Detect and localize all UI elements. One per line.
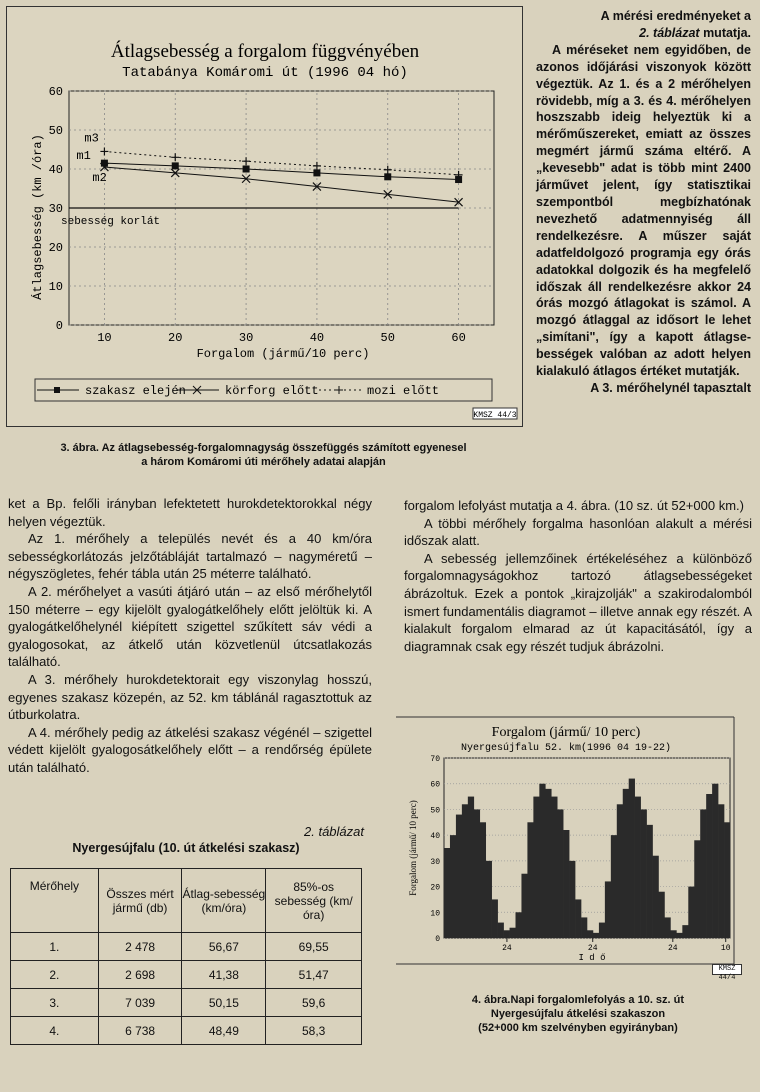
series-line [104,167,458,202]
legend-label: szakasz elején [85,384,186,398]
traffic-flow-chart [396,716,742,970]
data-point [384,173,391,180]
traffic-bar [676,933,682,938]
table-cell: 59,6 [266,989,362,1017]
paragraph: forgalom lefolyást mutatja a 4. ábra. (10 sz. út 52+000 km.) [404,498,744,513]
legend-label: körforg előtt [225,384,319,398]
traffic-bar [569,861,575,938]
table-row [11,989,362,1017]
traffic-bar [462,804,468,938]
x-tick-label: 10 [720,944,731,953]
traffic-bar [605,881,611,938]
caption-line: 3. ábra. Az átlagsebesség-forgalomnagyság összefüggés számított egyenesel [60,442,467,454]
traffic-bar [694,840,700,938]
traffic-bar [682,925,688,938]
figure-stamp: KMSZ 44/4 [712,964,742,975]
traffic-bar [706,794,712,938]
traffic-bar [623,789,629,938]
traffic-bar [641,809,647,938]
traffic-bar [629,779,635,938]
traffic-bar [593,933,599,938]
header-cell: Átlag-sebesség (km/óra) [182,869,266,933]
y-axis-label: Forgalom (jármű/ 10 perc) [408,800,418,896]
y-tick-label: 0 [55,319,63,333]
table-cell: 56,67 [182,933,266,961]
data-point [100,147,108,155]
y-tick-label: 50 [430,806,440,816]
series-label: m3 [84,131,99,146]
paragraph: A mérési eredményeket a 2. táblázat mutatja. [600,9,751,40]
traffic-bar [575,899,581,938]
y-tick-label: 50 [48,124,63,138]
y-tick-label: 30 [48,202,63,216]
table-row [11,1017,362,1045]
caption-line: 4. ábra.Napi forgalomlefolyás a 10. sz. út [471,994,685,1006]
table-cell: 7 039 [98,989,182,1017]
traffic-bar [581,917,587,938]
traffic-bar [587,930,593,938]
chart-subtitle: Tatabánya Komáromi út (1996 04 hó) [122,65,408,81]
paragraph: ket a Bp. felőli irányban lefektetett hurokdetektorokkal négy helyen végeztük. [8,496,372,529]
paragraph: A méréseket nem egyidőben, de azonos időjárási viszonyok között végeztük. Az 1. és a 2 mérőhelyen rövidebb, míg a 3. és 4. mérőhelyen hoszszabb ideig helyeztük ki a mérőműszereket, emiatt az összes megmért jármű száma eltérő. A „kevesebb" adat is több mint 2400 járművet jelent, így statisztikai szempontból megbízhatónak nevezhető adatmennyiség áll rendelkezésre. A műszer saját adatfeldolgozó programja egy órás adatokkal dolgozik és ha megfelelő időszak áll rendelkezésre akkor 24 órás mozgó átlagokat is számol. A mozgó átlaggal az idősort le lehet „simítani", így a kapott átlagsebességek valóban az adott helyen kialakuló átlagos értéket mutatják. [536,42,751,379]
traffic-bar [545,789,551,938]
traffic-bar [474,809,480,938]
table-2 [10,868,362,1045]
data-point [242,157,250,165]
table-cell: 48,49 [182,1017,266,1045]
traffic-bar [444,848,450,938]
x-axis-label: Forgalom (jármű/10 perc) [196,347,370,361]
y-tick-label: 10 [430,909,440,919]
figure-stamp: KMSZ 44/3 [473,411,517,420]
y-tick-label: 40 [430,832,440,842]
traffic-bar [563,830,569,938]
data-point [171,153,179,161]
traffic-bar [611,835,617,938]
y-tick-label: 10 [48,280,63,294]
table-cell: 3. [11,989,99,1017]
x-tick-label: 60 [451,331,466,345]
traffic-bar [551,797,557,938]
table-cell: 51,47 [266,961,362,989]
traffic-bar [617,804,623,938]
traffic-bar [712,784,718,938]
traffic-bar [492,899,498,938]
traffic-bar [724,822,730,938]
traffic-bar [480,822,486,938]
traffic-bar [498,923,504,938]
y-tick-label: 40 [48,163,63,177]
paragraph: A 4. mérőhely pedig az átkelési szakasz végénél – szigettel védett kijelölt gyalogosátkelőhely előtt – a rendőrség épülete után található. [8,724,372,775]
y-tick-label: 60 [48,85,63,99]
traffic-bar [521,874,527,938]
x-tick-label: 24 [587,944,598,953]
x-tick-label: 30 [238,331,254,345]
header-cell: Összes mért jármű (db) [98,869,182,933]
data-point [384,166,392,174]
data-point [313,169,320,176]
x-tick-label: 50 [380,331,395,345]
traffic-bar [664,917,670,938]
traffic-bar [599,923,605,938]
traffic-bar [510,928,516,938]
x-tick-label: 40 [309,331,325,345]
traffic-bar [700,809,706,938]
traffic-bar [456,815,462,938]
table-cell: 2 478 [98,933,182,961]
speed-limit-label: sebesség korlát [61,216,161,228]
table-header-row [11,869,362,933]
traffic-bar [688,887,694,938]
right-column-text [536,8,751,397]
traffic-bar [718,804,724,938]
series-label: m2 [92,171,107,186]
table-cell: 69,55 [266,933,362,961]
legend-marker [54,387,60,393]
data-point [243,166,250,173]
table-cell: 6 738 [98,1017,182,1045]
figure-3-caption [6,441,521,469]
traffic-bar [504,930,510,938]
series-label: m1 [76,149,91,164]
table-cell: 50,15 [182,989,266,1017]
data-point [101,160,108,167]
traffic-bar [450,835,456,938]
y-tick-label: 0 [435,935,440,944]
traffic-bar [516,912,522,938]
table-row [11,961,362,989]
traffic-bar [557,809,563,938]
table-cell: 2 698 [98,961,182,989]
caption-line: (52+000 km szelvényben egyirányban) [478,1022,678,1034]
figure-3 [6,6,523,427]
traffic-bar [647,825,653,938]
traffic-bar [527,822,533,938]
x-tick-label: 20 [168,331,183,345]
left-column-text [8,495,372,777]
header-cell: Mérőhely [11,869,99,933]
caption-line: a három Komáromi úti mérőhely adatai alapján [141,456,386,468]
x-axis-label: I d ő [578,953,606,963]
table-2-heading [8,824,364,855]
x-tick-label: 24 [502,944,512,953]
chart-title: Forgalom (jármű/ 10 perc) [491,725,641,740]
traffic-bar [468,797,474,938]
data-point [172,162,179,169]
traffic-bar [670,930,676,938]
table-cell: 58,3 [266,1017,362,1045]
table-cell: 41,38 [182,961,266,989]
paragraph: A 3. mérőhely hurokdetektorait egy viszonylag hosszú, egyenes szakasz közepén, az 52. km táblánál ragasztottuk az útburkolatra. [8,671,372,723]
table-row [11,933,362,961]
legend-marker [335,386,343,394]
figure-4-caption [404,993,752,1035]
traffic-bar [486,861,492,938]
figure-4 [396,716,742,982]
paragraph: A 3. mérőhelynél tapasztalt [590,380,751,395]
y-tick-label: 60 [430,780,440,790]
paragraph: A sebesség jellemzőinek értékeléséhez a különböző forgalomnagyságokhoz tartozó átlagsebességeket ábrázoltuk. Ezek a pontok „kirajzolják" a szakirodalomból ismert fundamentális diagramot – illetve annak egy részét. A kialakult forgalom elmarad az út kapacitásától, így a diagramnak csak egy részét tudjuk ábrázolni. [404,550,752,654]
table-label: 2. táblázat [304,824,364,839]
header-cell: 85%-os sebesség (km/óra) [266,869,362,933]
paragraph: Az 1. mérőhely a település nevét és a 40 km/óra sebességkorlátozás jelzőtábláját tartalmazó – nagyméretű – négyszögletes, fehér tábla után 25 méterre található. [8,531,372,582]
traffic-bar [653,856,659,938]
x-tick-label: 10 [97,331,112,345]
table-cell: 1. [11,933,99,961]
right-text-lower [404,497,752,655]
paragraph: A 2. mérőhelyet a vasúti átjáró után – az első mérőhelytől 150 méterre – egy kijelölt gyalogátkelőhely előtt jelöltük ki. A gyalogátkelőhelynél kiépített szigettel szűkített sáv védi a gyalogosokat, az átkelő után közvetlenül útcsatlakozás található. [8,583,372,670]
y-tick-label: 20 [48,241,63,255]
y-tick-label: 30 [430,857,440,867]
traffic-bar [635,797,641,938]
chart-subtitle: Nyergesújfalu 52. km(1996 04 19-22) [460,743,672,754]
traffic-bar [533,797,539,938]
y-tick-label: 70 [430,755,440,764]
x-tick-label: 24 [667,944,678,953]
traffic-bar [659,892,665,938]
caption-line: Nyergesújfalu átkelési szakaszon [490,1008,666,1020]
chart-title: Átlagsebesség a forgalom függvényében [110,41,420,62]
y-axis-label: Átlagsebesség (km /óra) [31,134,45,300]
table-title: Nyergesújfalu (10. út átkelési szakasz) [72,841,300,855]
legend-label: mozi előtt [367,384,440,398]
speed-flow-chart [7,7,522,426]
paragraph: A többi mérőhely forgalma hasonlóan alakult a mérési időszak alatt. [404,515,752,549]
table-cell: 4. [11,1017,99,1045]
traffic-bar [539,784,545,938]
table-cell: 2. [11,961,99,989]
y-tick-label: 20 [430,883,440,893]
